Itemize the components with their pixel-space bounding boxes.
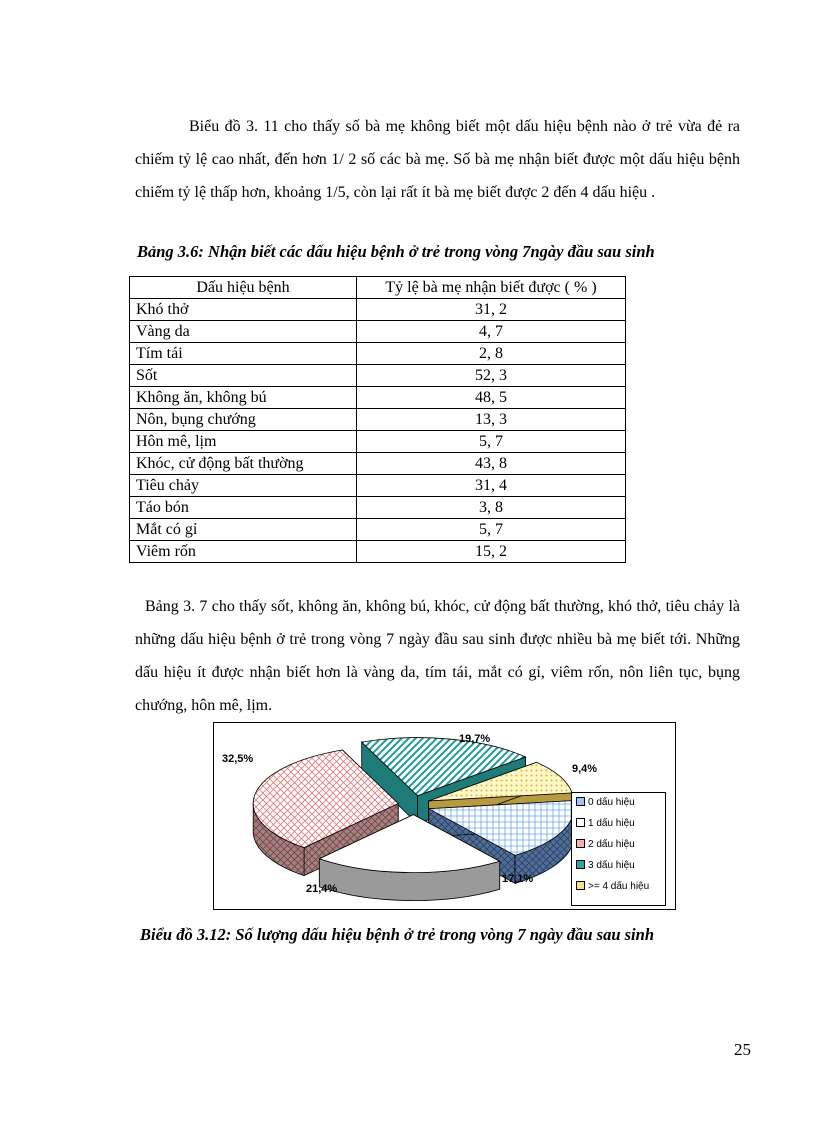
percentage-cell: 52, 3 xyxy=(357,365,626,387)
percentage-cell: 2, 8 xyxy=(357,343,626,365)
sign-name-cell: Sốt xyxy=(130,365,357,387)
legend-item xyxy=(576,796,635,810)
percentage-cell: 31, 4 xyxy=(357,475,626,497)
table-header-row xyxy=(130,277,626,299)
sign-name-cell: Nôn, bụng chướng xyxy=(130,409,357,431)
paragraph-2: Bảng 3. 7 cho thấy sốt, không ăn, không bú, khóc, cử động bất thường, khó thở, tiêu chảy là những dấu hiệu bệnh ở trẻ trong vòng 7 ngày đầu sau sinh được nhiều bà mẹ biết tới. Những dấu hiệu ít được nhận biết hơn là vàng da, tím tái, mắt có gỉ, viêm rốn, nôn liên tục, bụng chướng, hôn mê, lịm. xyxy=(135,598,740,714)
sign-name-cell: Khóc, cử động bất thường xyxy=(130,453,357,475)
table-row xyxy=(130,321,626,343)
percentage-cell: 43, 8 xyxy=(357,453,626,475)
table-header: Dấu hiệu bệnh xyxy=(130,277,357,299)
table-row xyxy=(130,365,626,387)
table-row xyxy=(130,519,626,541)
slice-label-4-dau-hieu: 9,4% xyxy=(572,763,598,775)
signs-table xyxy=(129,276,626,563)
percentage-cell: 15, 2 xyxy=(357,541,626,563)
legend-swatch xyxy=(576,839,585,848)
percentage-cell: 31, 2 xyxy=(357,299,626,321)
legend-label: 3 dấu hiệu xyxy=(588,860,635,871)
legend-label: 0 dấu hiệu xyxy=(588,797,635,808)
table-row xyxy=(130,475,626,497)
percentage-cell: 3, 8 xyxy=(357,497,626,519)
slice-label-0-dau-hieu: 17,1% xyxy=(502,873,534,885)
sign-name-cell: Khó thở xyxy=(130,299,357,321)
sign-name-cell: Táo bón xyxy=(130,497,357,519)
slice-label-2-dau-hieu: 32,5% xyxy=(222,753,254,765)
slice-label-1-dau-hieu: 21,4% xyxy=(306,883,338,895)
percentage-cell: 5, 7 xyxy=(357,431,626,453)
page-number: 25 xyxy=(734,1040,751,1059)
sign-name-cell: Vàng da xyxy=(130,321,357,343)
slice-label-3-dau-hieu: 19,7% xyxy=(459,733,491,745)
table-row xyxy=(130,497,626,519)
table-caption: Bảng 3.6: Nhận biết các dấu hiệu bệnh ở trẻ trong vòng 7ngày đầu sau sinh xyxy=(137,242,655,261)
legend-item xyxy=(576,880,649,894)
legend-label: 2 dấu hiệu xyxy=(588,839,635,850)
table-row xyxy=(130,541,626,563)
table-row xyxy=(130,343,626,365)
sign-name-cell: Viêm rốn xyxy=(130,541,357,563)
legend-swatch xyxy=(576,797,585,806)
legend-item xyxy=(576,838,635,852)
legend-swatch xyxy=(576,860,585,869)
legend-swatch xyxy=(576,818,585,827)
chart-caption: Biểu đồ 3.12: Số lượng dấu hiệu bệnh ở trẻ trong vòng 7 ngày đầu sau sinh xyxy=(140,925,654,944)
sign-name-cell: Không ăn, không bú xyxy=(130,387,357,409)
sign-name-cell: Hôn mê, lịm xyxy=(130,431,357,453)
table-row xyxy=(130,453,626,475)
percentage-cell: 48, 5 xyxy=(357,387,626,409)
table-row xyxy=(130,299,626,321)
legend-label: >= 4 dấu hiệu xyxy=(588,881,650,892)
table-header: Tỷ lệ bà mẹ nhận biết được ( % ) xyxy=(357,277,626,299)
chart-legend xyxy=(571,792,666,906)
pie-chart xyxy=(213,722,676,910)
table-row xyxy=(130,431,626,453)
table-row xyxy=(130,409,626,431)
table-row xyxy=(130,387,626,409)
legend-label: 1 dấu hiệu xyxy=(588,818,635,829)
percentage-cell: 13, 3 xyxy=(357,409,626,431)
percentage-cell: 5, 7 xyxy=(357,519,626,541)
paragraph-1: Biểu đồ 3. 11 cho thấy số bà mẹ không biết một dấu hiệu bệnh nào ở trẻ vừa đẻ ra chiếm tỷ lệ cao nhất, đến hơn 1/ 2 số các bà mẹ. Số bà mẹ nhận biết được một dấu hiệu bệnh chiếm tỷ lệ thấp hơn, khoảng 1/5, còn lại rất ít bà mẹ biết được 2 đến 4 dấu hiệu . xyxy=(135,118,740,201)
sign-name-cell: Tím tái xyxy=(130,343,357,365)
sign-name-cell: Tiêu chảy xyxy=(130,475,357,497)
legend-swatch xyxy=(576,881,585,890)
percentage-cell: 4, 7 xyxy=(357,321,626,343)
legend-item xyxy=(576,817,635,831)
sign-name-cell: Mắt có gỉ xyxy=(130,519,357,541)
legend-item xyxy=(576,859,635,873)
